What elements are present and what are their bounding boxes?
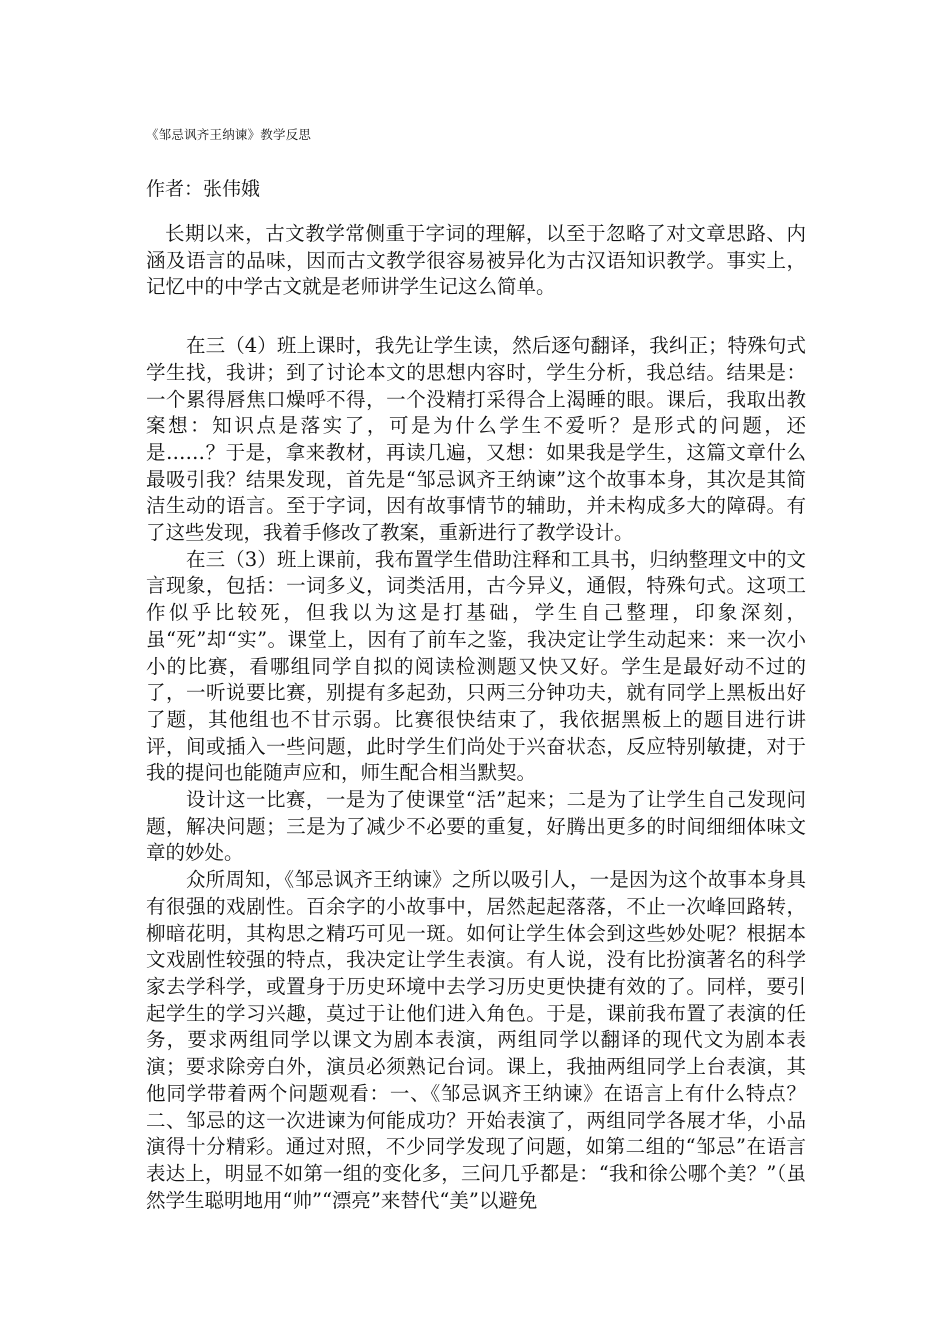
paragraph-intro: 长期以来，古文教学常侧重于字词的理解，以至于忽略了对文章思路、内涵及语言的品味，因而古文教学很容易被异化为古汉语知识教学。事实上，记忆中的中学古文就是老师讲学生记这么简单。 [146,222,806,299]
paragraph-competition-design: 设计这一比赛，一是为了使课堂“活”起来；二是为了让学生自己发现问题，解决问题；三是为了减少不必要的重复，好腾出更多的时间细细体味文章的妙处。 [146,788,806,865]
author-line: 作者：张伟娥 [146,178,261,200]
document-body [146,221,806,1214]
paragraph-performance: 众所周知，《邹忌讽齐王纳谏》之所以吸引人，一是因为这个故事本身具有很强的戏剧性。百余字的小故事中，居然起起落落，不止一次峰回路转，柳暗花明，其构思之精巧可见一斑。如何让学生体会到这些妙处呢？根据本文戏剧性较强的特点，我决定让学生表演。有人说，没有比扮演著名的科学家去学科学，或置身于历史环境中去学习历史更快捷有效的了。同样，要引起学生的学习兴趣，莫过于让他们进入角色。于是，课前我布置了表演的任务，要求两组同学以课文为剧本表演，两组同学以翻译的现代文为剧本表演；要求除旁白外，演员必须熟记台词。课上，我抽两组同学上台表演，其他同学带着两个问题观看：一、《邹忌讽齐王纳谏》在语言上有什么特点？二、邹忌的这一次进谏为何能成功？开始表演了，两组同学各展才华，小品演得十分精彩。通过对照，不少同学发现了问题，如第二组的“邹忌”在语言表达上，明显不如第一组的变化多，三问几乎都是：“我和徐公哪个美？”（虽然学生聪明地用“帅”“漂亮”来替代“美”以避免 [146,868,806,1212]
paragraph-class-3-3: 在三（3）班上课前，我布置学生借助注释和工具书，归纳整理文中的文言现象，包括：一词多义，词类活用，古今异义，通假，特殊句式。这项工作似乎比较死，但我以为这是打基础，学生自己整理，印象深刻，虽“死”却“实”。课堂上，因有了前车之鉴，我决定让学生动起来：来一次小小的比赛，看哪组同学自拟的阅读检测题又快又好。学生是最好动不过的了，一听说要比赛，别提有多起劲，只两三分钟功夫，就有同学上黑板出好了题，其他组也不甘示弱。比赛很快结束了，我依据黑板上的题目进行讲评，间或插入一些问题，此时学生们尚处于兴奋状态，反应特别敏捷，对于我的提问也能随声应和，师生配合相当默契。 [146,547,806,785]
document-title: 《邹忌讽齐王纳谏》教学反思 [146,127,312,142]
paragraph-class-3-4: 在三（4）班上课时，我先让学生读，然后逐句翻译，我纠正；特殊句式学生找，我讲；到了讨论本文的思想内容时，学生分析，我总结。结果是：一个累得唇焦口燥呼不得，一个没精打采得合上渴睡的眼。课后，我取出教案想：知识点是落实了，可是为什么学生不爱听？是形式的问题，还是……？于是，拿来教材，再读几遍，又想：如果我是学生，这篇文章什么最吸引我？结果发现，首先是“邹忌讽齐王纳谏”这个故事本身，其次是其简洁生动的语言。至于字词，因有故事情节的辅助，并未构成多大的障碍。有了这些发现，我着手修改了教案，重新进行了教学设计。 [146,334,806,545]
